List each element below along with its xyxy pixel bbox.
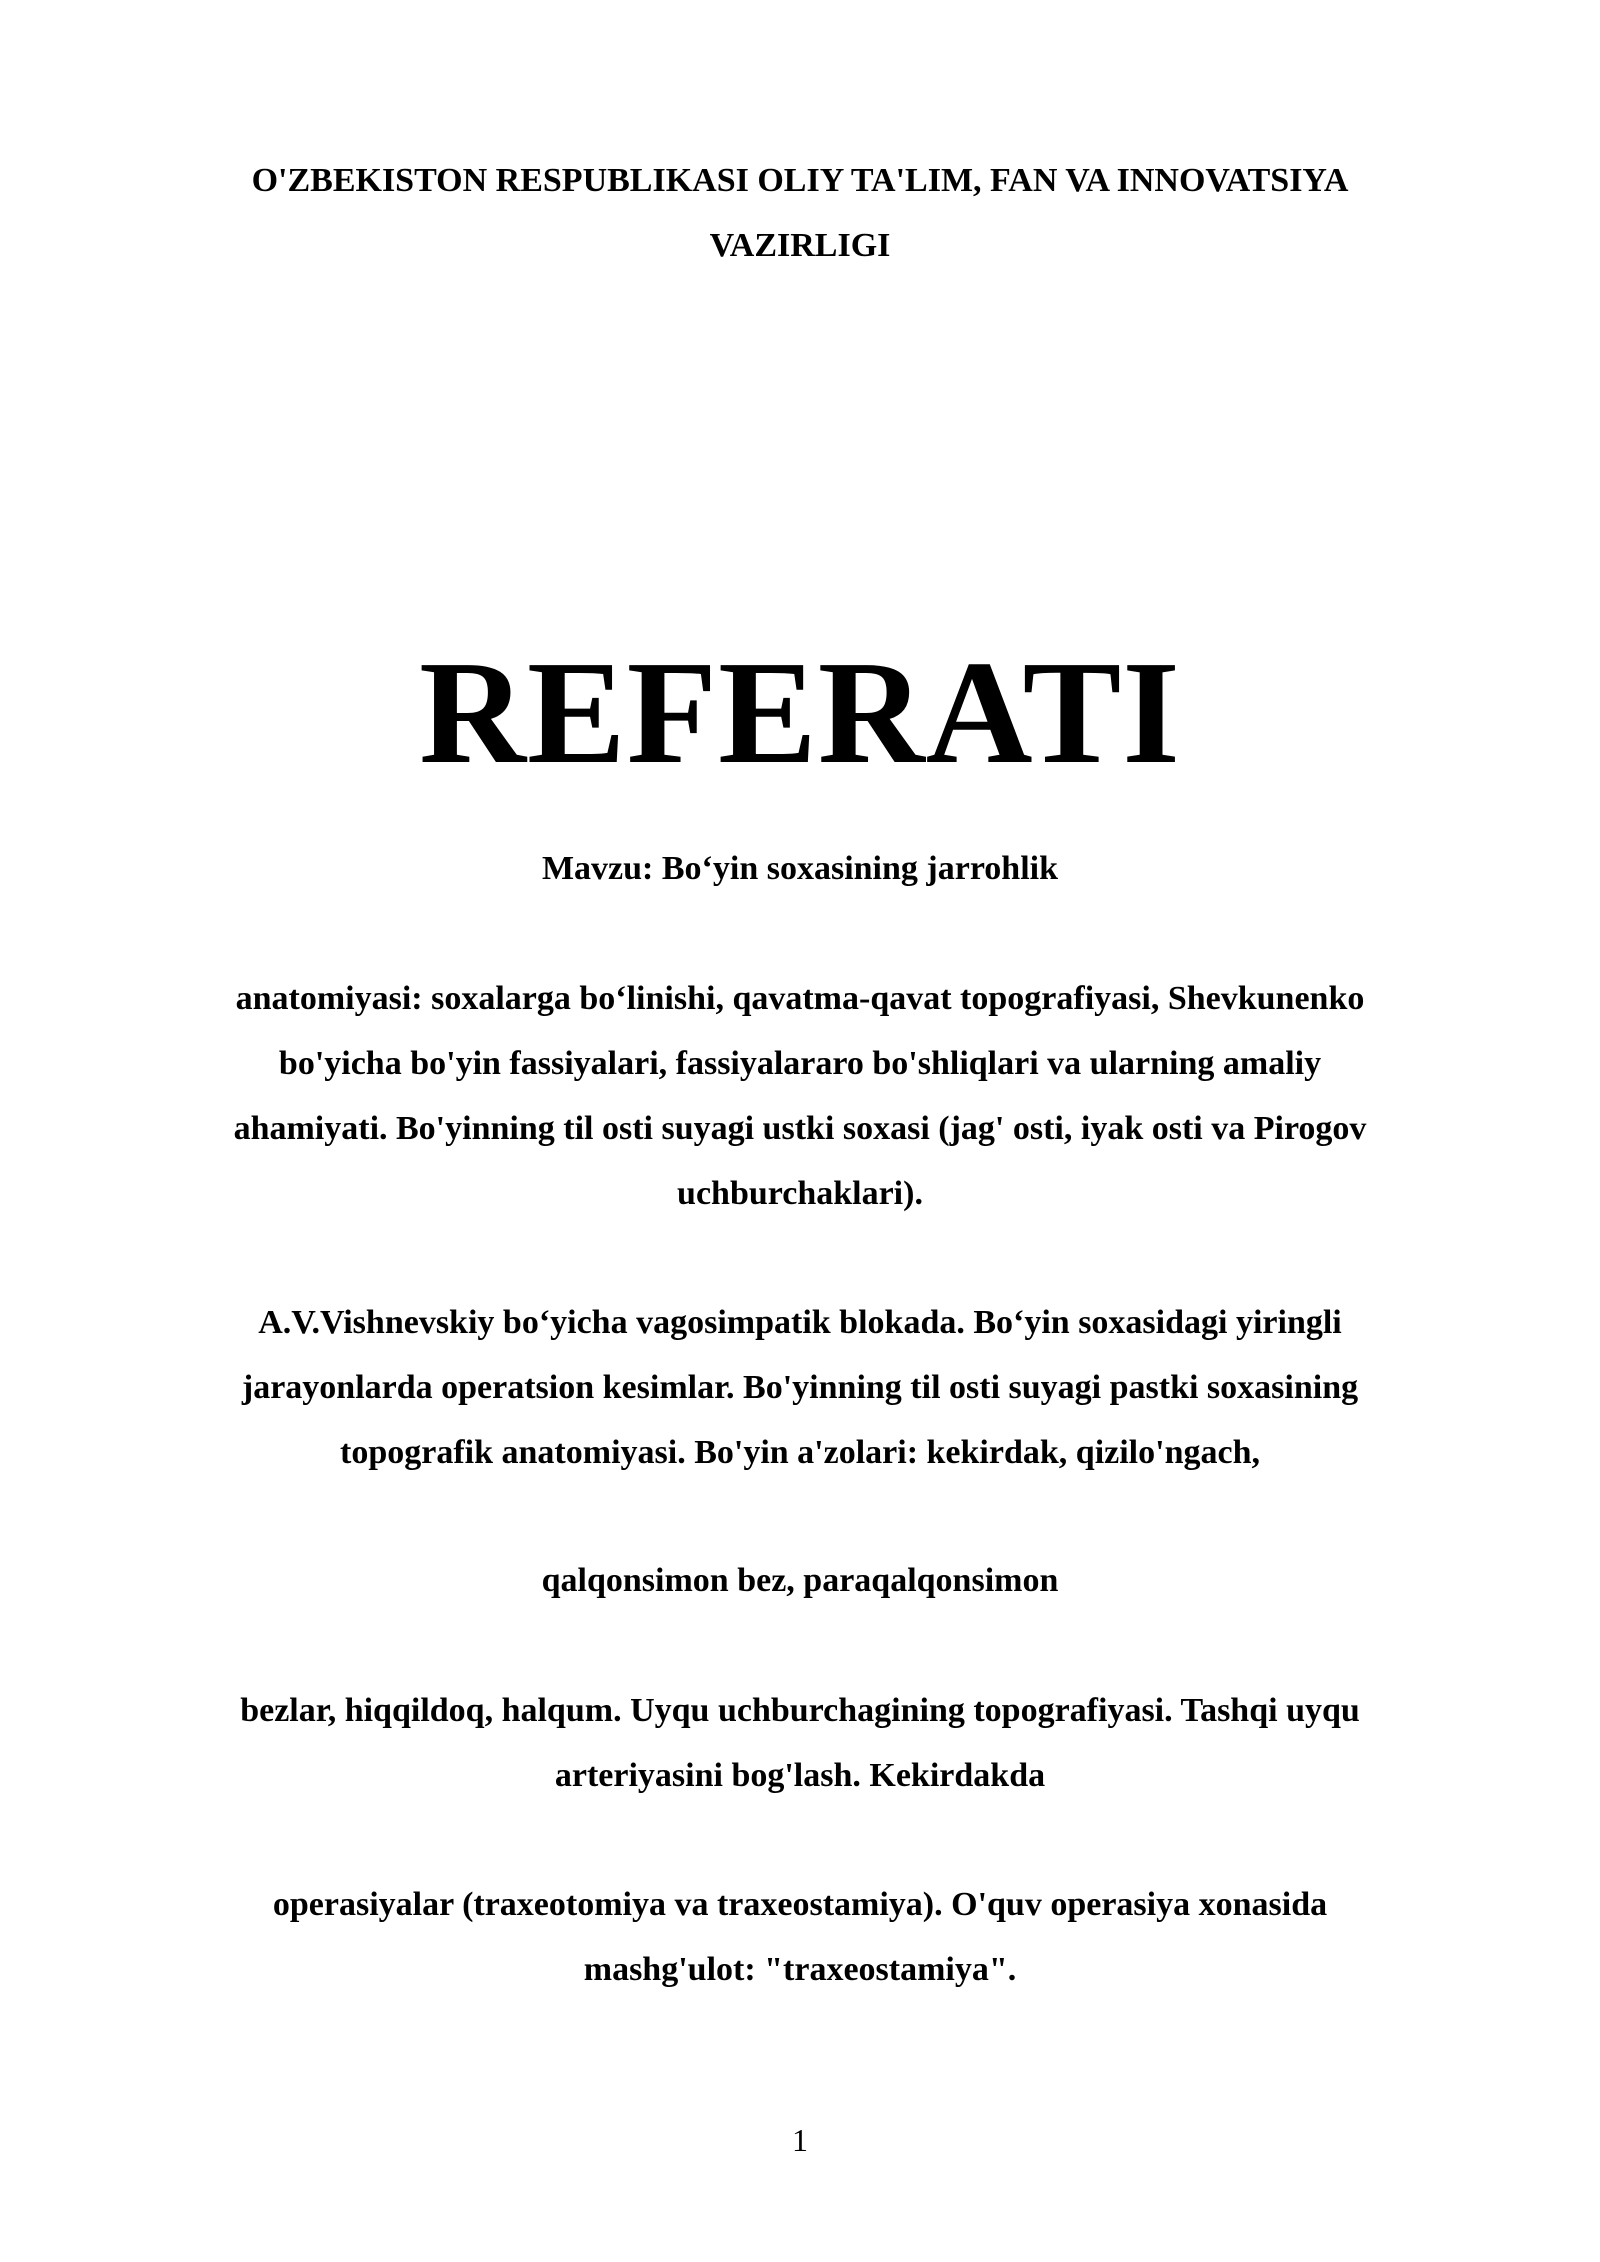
text-line: anatomiyasi: soxalarga bo‘linishi, qavatma-qavat topografiyasi, Shevkunenko <box>235 980 1365 1017</box>
ministry-header <box>200 148 1400 278</box>
text-line: Mavzu: Bo‘yin soxasining jarrohlik <box>541 850 1059 887</box>
text-line: uchburchaklari). <box>677 1175 923 1212</box>
document-title: REFERATI <box>419 631 1181 795</box>
text-line: operasiyalar (traxeotomiya va traxeostamiya). O'quv operasiya xonasida <box>272 1886 1328 1923</box>
text-line: qalqonsimon bez, paraqalqonsimon <box>541 1562 1059 1599</box>
text-line: jarayonlarda operatsion kesimlar. Bo'yinning til osti suyagi pastki soxasining <box>241 1369 1359 1406</box>
body-paragraph <box>200 1290 1400 1485</box>
text-line: arteriyasini bog'lash. Kekirdakda <box>554 1757 1046 1794</box>
body-paragraph <box>200 1872 1400 2002</box>
ministry-line: VAZIRLIGI <box>709 227 891 264</box>
text-line: ahamiyati. Bo'yinning til osti suyagi ustki soxasi (jag' osti, iyak osti va Pirogov <box>233 1110 1367 1147</box>
body-paragraph <box>200 1678 1400 1808</box>
ministry-line: O'ZBEKISTON RESPUBLIKASI OLIY TA'LIM, FAN VA INNOVATSIYA <box>251 162 1349 199</box>
body-paragraph <box>200 1548 1400 1613</box>
text-line: A.V.Vishnevskiy bo‘yicha vagosimpatik blokada. Bo‘yin soxasidagi yiringli <box>258 1304 1342 1341</box>
page-number: 1 <box>792 2122 808 2158</box>
text-line: topografik anatomiyasi. Bo'yin a'zolari: kekirdak, qizilo'ngach, <box>340 1434 1260 1471</box>
body-paragraph <box>200 966 1400 1226</box>
text-line: bo'yicha bo'yin fassiyalari, fassiyalararo bo'shliqlari va ularning amaliy <box>278 1045 1322 1082</box>
text-line: bezlar, hiqqildoq, halqum. Uyqu uchburchagining topografiyasi. Tashqi uyqu <box>240 1692 1360 1729</box>
topic-paragraph <box>200 836 1400 901</box>
text-line: mashg'ulot: "traxeostamiya". <box>583 1951 1017 1988</box>
